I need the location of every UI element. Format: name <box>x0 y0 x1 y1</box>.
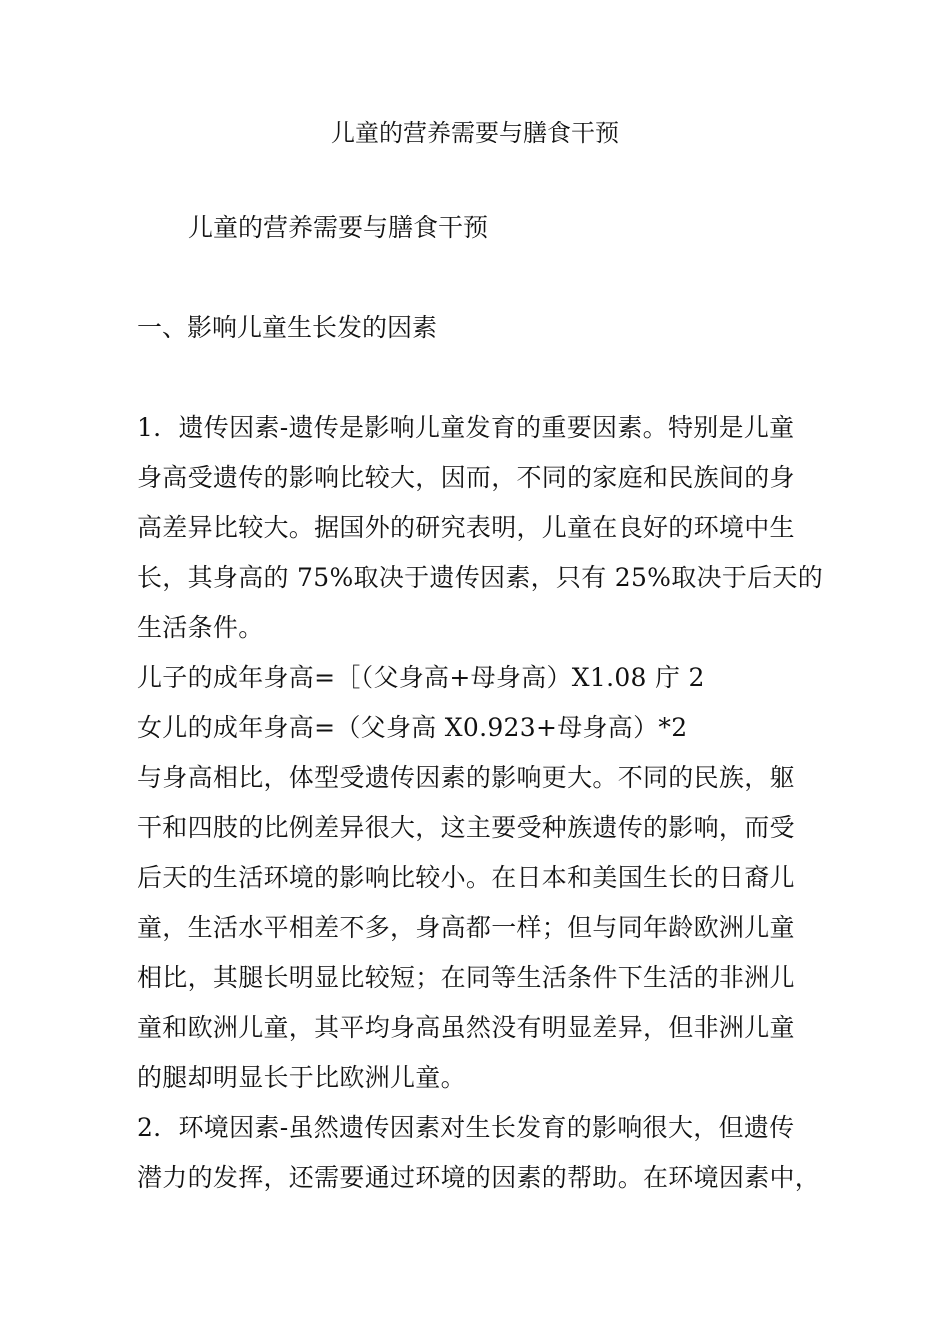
body-line: 与身高相比，体型受遗传因素的影响更大。不同的民族，躯 <box>137 763 795 792</box>
formula-daughter-height: 女儿的成年身高=（父身高 X0.923+母身高）*2 <box>137 713 688 742</box>
document-subtitle: 儿童的营养需要与膳食干预 <box>188 213 489 242</box>
document-title: 儿童的营养需要与膳食干预 <box>331 119 619 147</box>
body-line: 相比，其腿长明显比较短；在同等生活条件下生活的非洲儿 <box>137 963 795 992</box>
body-line: 长，其身高的 75%取决于遗传因素，只有 25%取决于后天的 <box>137 563 824 592</box>
body-line: 童和欧洲儿童，其平均身高虽然没有明显差异，但非洲儿童 <box>137 1013 795 1042</box>
body-line: 后天的生活环境的影响比较小。在日本和美国生长的日裔儿 <box>137 863 795 892</box>
body-line: 高差异比较大。据国外的研究表明，儿童在良好的环境中生 <box>137 513 795 542</box>
section-heading: 一、影响儿童生长发的因素 <box>137 313 438 342</box>
body-line: 童，生活水平相差不多，身高都一样；但与同年龄欧洲儿童 <box>137 913 795 942</box>
body-line: 1．遗传因素-遗传是影响儿童发育的重要因素。特别是儿童 <box>137 413 795 442</box>
document-body <box>137 403 824 1203</box>
body-line: 干和四肢的比例差异很大，这主要受种族遗传的影响，而受 <box>137 813 795 842</box>
body-line: 2．环境因素-虽然遗传因素对生长发育的影响很大，但遗传 <box>137 1113 795 1142</box>
body-line: 的腿却明显长于比欧洲儿童。 <box>137 1063 466 1092</box>
body-line: 生活条件。 <box>137 613 264 642</box>
body-line: 潜力的发挥，还需要通过环境的因素的帮助。在环境因素中， <box>137 1163 821 1192</box>
body-line: 身高受遗传的影响比较大，因而，不同的家庭和民族间的身 <box>137 463 795 492</box>
formula-son-height: 儿子的成年身高=［（父身高+母身高）X1.08 庁 2 <box>137 663 705 692</box>
